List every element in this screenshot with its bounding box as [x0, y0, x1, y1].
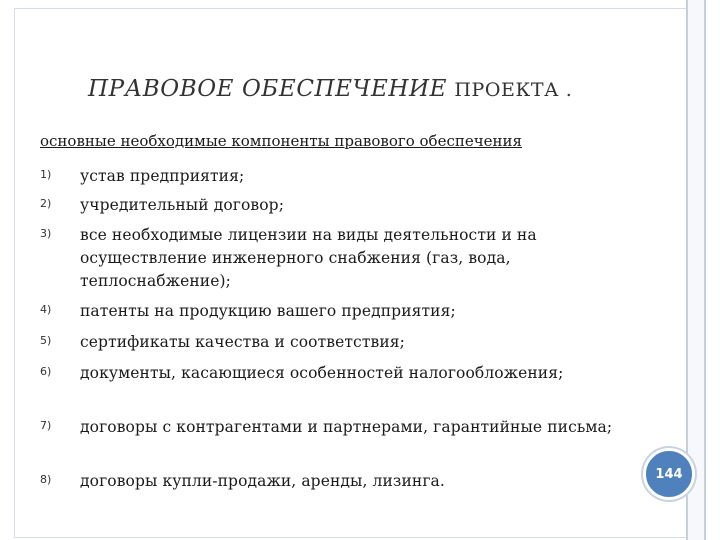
page-number: 144 — [655, 466, 683, 482]
subtitle: основные необходимые компоненты правового обеспечения — [40, 132, 522, 150]
item-number: 6) — [40, 365, 52, 378]
item-text: документы, касающиеся особенностей налогообложения; — [80, 364, 564, 382]
item-number: 1) — [40, 168, 52, 181]
item-number: 3) — [40, 227, 52, 240]
title-part-1: ПРАВОВОЕ ОБЕСПЕЧЕНИЕ — [88, 76, 448, 102]
item-number: 7) — [40, 419, 52, 432]
item-number: 4) — [40, 303, 52, 316]
item-number: 8) — [40, 473, 52, 486]
item-number: 2) — [40, 197, 52, 210]
page-number-badge — [643, 448, 695, 500]
item-text: договоры с контрагентами и партнерами, гарантийные письма; — [80, 418, 613, 436]
slide-title — [88, 76, 648, 102]
item-text: договоры купли-продажи, аренды, лизинга. — [80, 472, 445, 490]
item-text: устав предприятия; — [80, 167, 245, 185]
item-text: патенты на продукцию вашего предприятия; — [80, 302, 456, 320]
item-text: сертификаты качества и соответствия; — [80, 333, 405, 351]
item-number: 5) — [40, 334, 52, 347]
item-text: учредительный договор; — [80, 196, 285, 214]
title-part-2: ПРОЕКТА . — [454, 79, 573, 101]
item-text: все необходимые лицензии на виды деятельности и на осуществление инженерного снабжения (газ, вода, теплоснабжение); — [80, 226, 537, 290]
